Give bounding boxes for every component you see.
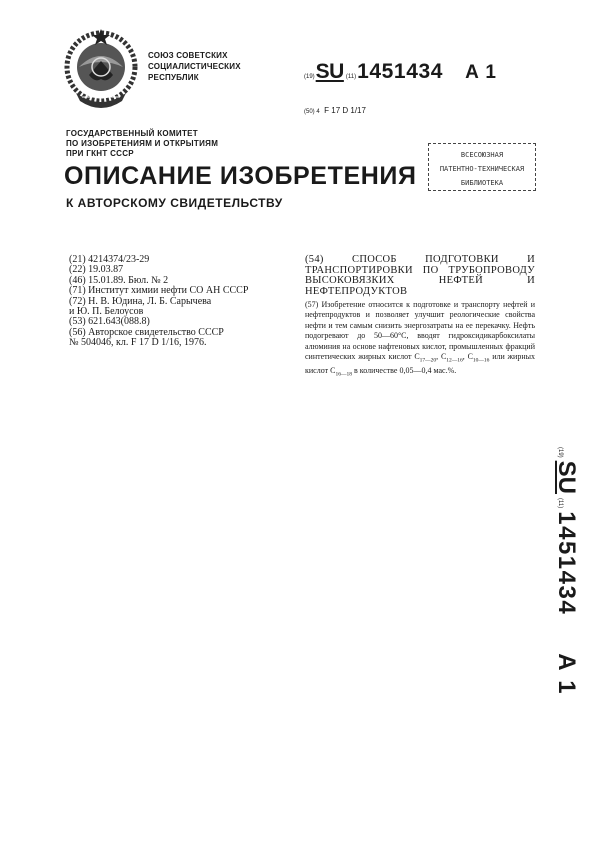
abstract-text: в количестве 0,05—0,4 мас.%. [351, 366, 457, 376]
state-line: СОЮЗ СОВЕТСКИХ [148, 51, 228, 60]
ussr-emblem-icon [62, 27, 140, 113]
abstract-text: или жирных кислот С [305, 352, 535, 376]
side-patent-number: 1451434 [553, 511, 580, 616]
biblio-row: (22) 19.03.87 [69, 264, 124, 276]
biblio-row: (46) 15.01.89. Бюл. № 2 [69, 274, 169, 286]
state-line: СОЦИАЛИСТИЧЕСКИХ [148, 62, 241, 71]
abstract-subscript: 10—16 [472, 357, 490, 364]
ipc-code: (50) 4 [304, 109, 320, 115]
invention-abstract [305, 300, 535, 380]
committee-name [66, 129, 218, 159]
side-number-code: (11) [557, 498, 563, 509]
biblio-row: (72) Н. В. Юдина, Л. Б. Сарычева [69, 295, 212, 307]
stamp-line: ВСЕСОЮЗНАЯ [460, 151, 504, 159]
ipc-classification [304, 106, 366, 115]
country-code: (19) [304, 74, 315, 80]
document-title: ОПИСАНИЕ ИЗОБРЕТЕНИЯ [64, 162, 417, 190]
committee-line: ПО ИЗОБРЕТЕНИЯМ И ОТКРЫТИЯМ [66, 139, 219, 148]
biblio-row: (56) Авторское свидетельство СССР [69, 326, 224, 338]
biblio-row: (71) Институт химии нефти СО АН СССР [69, 285, 249, 297]
state-name [148, 50, 241, 83]
document-kind: A 1 [465, 62, 497, 83]
side-publication-number [548, 447, 580, 703]
publication-number [304, 60, 497, 84]
abstract-text: (57) Изобретение относится к подготовке и транспорту нефтей и нефтепродуктов и позволяет улучшит реологические свойства нефти и тем самым снизить энергозатраты на ее перекачку. Нефть подогревают до 50—60°С, вводят гидроксидикарбоксилаты алюминия на основе нафтеновых кислот, промышленных фракций синтетических жирных кислот С [305, 300, 535, 362]
side-document-kind: A 1 [553, 653, 580, 696]
invention-title: (54) СПОСОБ ПОДГОТОВКИ И ТРАНСПОРТИРОВКИ ПО ТРУБОПРОВОДУ ВЫСОКОВЯЗКИХ НЕФТЕЙ И НЕФТЕПРОДУКТОВ [305, 254, 535, 297]
biblio-row: и Ю. П. Белоусов [69, 306, 144, 318]
abstract-subscript: 12—16 [446, 357, 463, 364]
patent-number: 1451434 [357, 60, 444, 83]
number-code: (11) [345, 74, 357, 80]
committee-line: ГОСУДАРСТВЕННЫЙ КОМИТЕТ [66, 129, 198, 138]
document-subtitle: К АВТОРСКОМУ СВИДЕТЕЛЬСТВУ [66, 196, 283, 210]
side-country: SU [553, 460, 580, 495]
biblio-row: (21) 4214374/23-29 [69, 254, 150, 265]
stamp-line: ПАТЕНТНО-ТЕХНИЧЕСКАЯ [439, 165, 525, 173]
abstract-subscript: 16—18 [335, 371, 352, 378]
library-stamp [428, 143, 536, 191]
bibliographic-data [69, 255, 299, 349]
abstract-text: , С [436, 352, 447, 362]
stamp-line: БИБЛИОТЕКА [460, 179, 504, 187]
side-country-code: (19) [557, 447, 563, 458]
abstract-text: , С [462, 352, 473, 362]
state-line: РЕСПУБЛИК [148, 73, 199, 82]
abstract-subscript: 17—20 [419, 357, 437, 364]
committee-line: ПРИ ГКНТ СССР [66, 149, 134, 158]
country: SU [315, 60, 344, 83]
ipc-value: F 17 D 1/17 [324, 106, 366, 115]
biblio-row: № 504046, кл. F 17 D 1/16, 1976. [69, 337, 207, 349]
biblio-row: (53) 621.643(088.8) [69, 316, 150, 328]
